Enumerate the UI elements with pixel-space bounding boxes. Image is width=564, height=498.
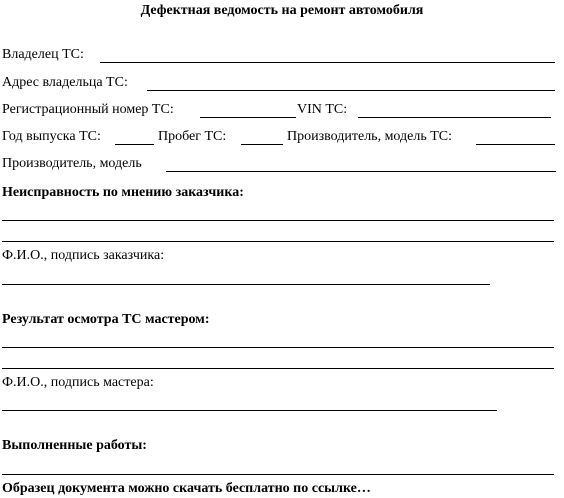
customer-signature-line[interactable] <box>2 284 490 285</box>
mileage-field[interactable] <box>241 144 283 145</box>
vin-label: VIN ТС: <box>297 102 348 117</box>
master-signature-label: Ф.И.О., подпись мастера: <box>2 375 154 390</box>
owner-address-field[interactable] <box>147 90 555 91</box>
reg-number-label: Регистрационный номер ТС: <box>2 102 174 117</box>
owner-label: Владелец ТС: <box>2 47 84 62</box>
manufacturer-model-field[interactable] <box>476 144 555 145</box>
owner-field[interactable] <box>100 62 555 63</box>
vin-field[interactable] <box>358 117 551 118</box>
owner-address-label: Адрес владельца ТС: <box>2 75 128 90</box>
customer-fault-line-1[interactable] <box>2 220 554 221</box>
works-done-heading: Выполненные работы: <box>2 438 147 453</box>
reg-number-field[interactable] <box>200 117 296 118</box>
master-inspection-line-1[interactable] <box>2 347 554 348</box>
manufacturer-model-label: Производитель, модель ТС: <box>287 129 453 144</box>
works-done-line[interactable] <box>2 474 554 475</box>
master-signature-line[interactable] <box>2 410 497 411</box>
manufacturer-model-2-label: Производитель, модель <box>2 156 142 171</box>
year-label: Год выпуска ТС: <box>2 129 101 144</box>
customer-signature-label: Ф.И.О., подпись заказчика: <box>2 248 165 263</box>
manufacturer-model-2-field[interactable] <box>166 171 556 172</box>
mileage-label: Пробег ТС: <box>158 129 227 144</box>
master-inspection-line-2[interactable] <box>2 368 554 369</box>
customer-fault-line-2[interactable] <box>2 241 554 242</box>
customer-fault-heading: Неисправность по мнению заказчика: <box>2 185 244 200</box>
download-sample-link[interactable]: Образец документа можно скачать бесплатно по ссылке… <box>2 481 371 496</box>
document-title: Дефектная ведомость на ремонт автомобиля <box>140 3 424 18</box>
year-field[interactable] <box>115 144 154 145</box>
master-inspection-heading: Результат осмотра ТС мастером: <box>2 312 210 327</box>
